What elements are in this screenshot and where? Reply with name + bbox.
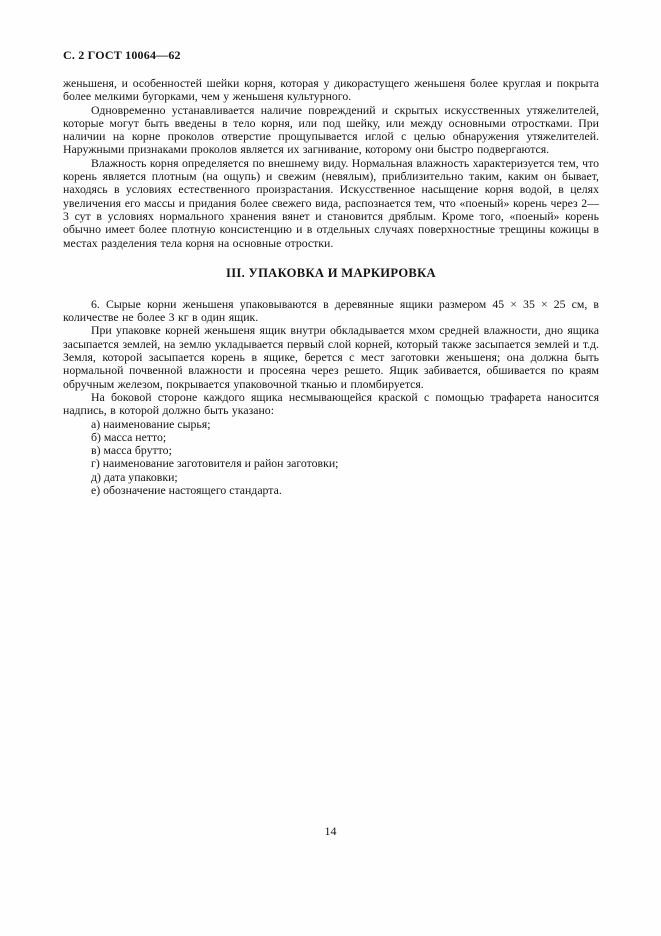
list-item-net-mass: б) масса нетто; bbox=[91, 429, 167, 444]
list-item-packing-date: д) дата упаковки; bbox=[91, 469, 178, 484]
running-header: С. 2 ГОСТ 10064—62 bbox=[63, 48, 181, 62]
paragraph-clause-6: 6. Сырые корни женьшеня упаковываются в деревянные ящики размером 45 × 35 × 25 см, в количестве не более 3 кг в один ящик. bbox=[63, 296, 599, 325]
list-item-supplier: г) наименование заготовителя и район заготовки; bbox=[91, 456, 339, 471]
paragraph-packing-procedure: При упаковке корней женьшеня ящик внутри обкладывается мхом средней влажности, дно ящика засыпается землей, на землю укладывается первый слой корней, который также засыпается землей и т.д. Земля, которой засыпается корень в ящике, берется с мест заготовки женьшеня; она должна быть нормальной почвенной влажности и просеяна через решето. Ящик забивается, обшивается по краям обручным железом, покрывается упаковочной тканью и пломбируется. bbox=[63, 323, 599, 391]
marking-list bbox=[63, 418, 599, 498]
paragraph-moisture: Влажность корня определяется по внешнему виду. Нормальная влажность характеризуется тем, что корень является плотным (на ощупь) и свежим (невялым), приблизительно таким, каким он бывает, находясь в условиях естественного произрастания. Искусственное насыщение корня водой, в целях увеличения его массы и придания более свежего вида, распознается тем, что «поеный» корень через 2—3 сут в условиях нормального хранения вянет и становится дряблым. Кроме того, «поеный» корень обычно имеет более плотную консистенцию и в отдельных случаях поверхностные трещины кожицы в местах разделения тела корня на основные отростки. bbox=[63, 155, 599, 250]
list-item-standard-designation: е) обозначение настоящего стандарта. bbox=[91, 483, 282, 498]
paragraph-continuation: женьшеня, и особенностей шейки корня, которая у дикорастущего женьшеня более круглая и покрыта более мелкими бугорками, чем у женьшеня культурного. bbox=[63, 76, 599, 104]
section-heading-packing-marking: III. УПАКОВКА И МАРКИРОВКА bbox=[226, 265, 436, 280]
document-content bbox=[63, 48, 599, 497]
paragraph-marking-intro: На боковой стороне каждого ящика несмывающейся краской с помощью трафарета наносится надпись, в которой должно быть указано: bbox=[63, 389, 599, 418]
paragraph-damage-check: Одновременно устанавливается наличие повреждений и скрытых искусственных утяжелителей, которые могут быть введены в тело корня, или под шейку, или между основными отростками. При наличии на корне проколов отверстие прощупывается иглой с целью обнаружения утяжелителей. Наружными признаками проколов является их загнивание, которому они быстро подвергаются. bbox=[63, 102, 599, 157]
list-item-gross-mass: в) масса брутто; bbox=[91, 443, 172, 458]
page-number: 14 bbox=[324, 824, 337, 838]
list-item-raw-material-name: а) наименование сырья; bbox=[91, 416, 211, 431]
